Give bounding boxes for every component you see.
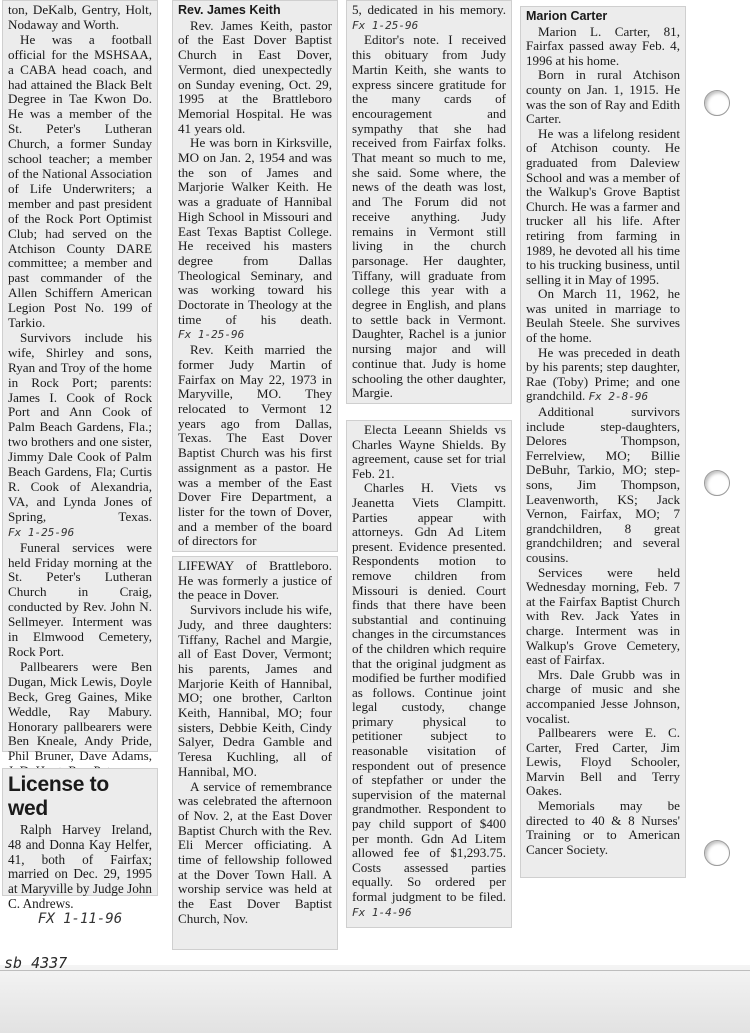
carter-paragraph-10: Memorials may be directed to 40 & 8 Nurses' Training or to American Cancer Society.	[526, 798, 680, 857]
editors-note-clipping	[346, 0, 512, 404]
handwritten-date-note: FX 1-11-96	[37, 910, 123, 927]
keith-paragraph-6: A service of remembrance was celebrated the afternoon of Nov. 2, at the East Dover Baptist Church with the Rev. Eli Mercer officiating. A time of fellowship followed at the Dover Town Hall. A worship service was held at the East Dover Baptist Church, Nov.	[178, 778, 332, 926]
carter-paragraph-5: He was preceded in death by his parents; step daughter, Rae (Toby) Prime; and one grandchild. Fx 2-8-96	[526, 344, 680, 404]
carter-paragraph-3: He was a lifelong resident of Atchison county. He graduated from Daleview School and was a member of the Walkup's Grove Baptist Church. He was a farmer and trucker all his life. After retiring from farming in 1989, he devoted all his time to his trucking business, until selling it in May of 1995.	[526, 125, 680, 287]
license-to-wed-clipping	[2, 768, 158, 927]
binder-hole-bottom	[704, 840, 730, 866]
carter-headline: Marion Carter	[526, 9, 608, 23]
cook-paragraph-1: ton, DeKalb, Gentry, Holt, Nodaway and Worth.	[8, 2, 152, 32]
carter-paragraph-8: Mrs. Dale Grubb was in charge of music and she accompanied Jesse Johnson, vocalist.	[526, 666, 680, 726]
keith-obituary-clipping	[172, 0, 338, 552]
cook-obituary-clipping	[2, 0, 158, 764]
keith-paragraph-4: LIFEWAY of Brattleboro. He was formerly a justice of the peace in Dover.	[178, 558, 332, 603]
scrapbook-page-number-note: sb 4337	[4, 954, 68, 972]
carter-paragraph-1: Marion L. Carter, 81, Fairfax passed away Feb. 4, 1996 at his home.	[526, 23, 680, 68]
cook-paragraph-5: Pallbearers were Ben Dugan, Mick Lewis, Doyle Beck, Greg Gaines, Mike Weddle, Ray Mabury. Honorary pallbearers were Ben Kneale, Andy Pride, Phil Bruner, Dave Adams,	[8, 658, 152, 764]
keith-headline: Rev. James Keith	[178, 3, 281, 17]
binder-hole-middle	[704, 470, 730, 496]
handwritten-date-note: Fx 1-25-96	[178, 328, 245, 342]
license-headline: License to wed	[8, 773, 109, 820]
cook-paragraph-3: Survivors include his wife, Shirley and sons, Ryan and Troy of the home in Rock Port; parents: James I. Cook of Rock Port and Ann Cook of Palm Beach Gardens, Fla.; two brothers and one sister, Jimmy Dale Cook of Palm Beach Gardens, Fla; Curtis R. Cook of Alexandria, VA, and Lynda Jones of Spring, Texas. Fx 1-25-96	[8, 329, 152, 539]
handwritten-date-note: Fx 1-25-96	[352, 18, 419, 32]
keith-paragraph-7: 5, dedicated in his memory. Fx 1-25-96	[352, 2, 506, 32]
editors-note: Editor's note. I received this obituary from Judy Martin Keith, she wants to express sincere gratitude for the many cards of encouragement and sympathy that she had received from Fairfax folks. That meant so much to me, she said. Some where, the news of the death was lost, and The Forum did not receive anything. Judy remains in Vermont still living in the church parsonage. Her daughter, Tiffany, will graduate from college this year with a degree in English, and plans to settle back in Vermont. Daughter, Rachel is a junior nursing major and will continue that. Judy is home schooling the other daughter, Margie.	[352, 32, 506, 401]
page-bottom-shadow	[0, 965, 750, 1033]
court-case-viets: Charles H. Viets vs Jeanetta Viets Clampitt. Parties appear with attorneys. Gdn Ad Litem present. Evidence presented. Respondents motion to remove children from Missouri is denied. Court finds that there have been substantial and continuing changes in the circumstances of the children which require that the original judgment as modified be further modified as follows. Continue joint legal custody, change primary physical to petitioner subject to reasonable visitation of respondent out of presence of stepfather or under the supervision of the maternal grandmother. Respondent to pay child support of $400 per month. Gdn Ad Litem allowed fee of $1,293.75. Costs assessed parties equally. So ordered per formal judgment to be filed. Fx 1-4-96	[352, 480, 506, 919]
handwritten-date-note: Fx 1-25-96	[8, 525, 75, 539]
page-edge-line	[0, 970, 750, 971]
carter-paragraph-7: Services were held Wednesday morning, Feb. 7 at the Fairfax Baptist Church with Rev. Jack Yates in charge. Interment was in Walkup's Grove Cemetery, east of Fairfax.	[526, 564, 680, 668]
cook-paragraph-4: Funeral services were held Friday morning at the St. Peter's Lutheran Church in Craig, conducted by Rev. John N. Sellmeyer. Interment was in Elmwood Cemetery, Rock Port.	[8, 539, 152, 659]
keith-obituary-continued-clipping	[172, 556, 338, 950]
keith-paragraph-2: He was born in Kirksville, MO on Jan. 2, 1954 and was the son of James and Marjorie Walker Keith. He was a graduate of Hannibal High School in Missouri and East Texas Baptist College. He received his masters degree from Dallas Theological Seminary, and was working toward his Doctorate in Theology at the time of his death. Fx 1-25-96	[178, 135, 332, 342]
carter-paragraph-9: Pallbearers were E. C. Carter, Fred Carter, Jim Lewis, Floyd Schooler, Marvin Bell and Terry Oakes.	[526, 725, 680, 799]
keith-paragraph-3: Rev. Keith married the former Judy Martin of Fairfax on May 22, 1973 in Maryville, MO. They relocated to Vermont 12 years ago from Dallas, Texas. The East Dover Baptist Church was his first assignment as a pastor. He was a member of the East Dover Fire Department, a lister for the town of Dover, and a member of the board of directors for	[178, 342, 332, 549]
keith-paragraph-5: Survivors include his wife, Judy, and three daughters: Tiffany, Rachel and Margie, all of East Dover, Vermont; his parents, James and Marjorie Keith of Hannibal, MO; one brother, Carlton Keith, Hannibal, MO; four sisters, Debbie Keith, Cindy Salyer, Dedra Gamble and Teresa Kuchling, all of Hannibal, MO.	[178, 602, 332, 779]
carter-obituary-clipping	[520, 6, 686, 878]
keith-paragraph-1: Rev. James Keith, pastor of the East Dover Baptist Church in East Dover, Vermont, died unexpectedly on Sunday evening, Oct. 29, 1995 at the Brattleboro Memorial Hospital. He was 41 years old.	[178, 17, 332, 136]
carter-paragraph-2: Born in rural Atchison county on Jan. 1, 1915. He was the son of Ray and Edith Carter.	[526, 67, 680, 127]
court-case-shields: Electa Leeann Shields vs Charles Wayne Shields. By agreement, cause set for trial Feb. 21.	[352, 422, 506, 481]
cook-paragraph-2: He was a football official for the MSHSAA, a CABA head coach, and had attained the Black Belt Degree in Tae Kwon Do. He was a member of the St. Peter's Lutheran Church, a former Sunday school teacher; a member of the National Association of Life Underwriters; a member and past president of the Rock Port Optimist Club; had served on the Atchison County DARE committee; a member and past commander of the Allen Schiffern American Legion Post No. 199 of Tarkio.	[8, 31, 152, 331]
court-proceedings-clipping	[346, 420, 512, 928]
carter-paragraph-6: Additional survivors include step-daughters, Delores Thompson, Ferrelview, MO; Billie DeBuhr, Tarkio, MO; step-sons, Jim Thompson, Leavenworth, KS; Jack Vernon, Fairfax, MO; 7 grandchildren, 8 great grandchildren; and several cousins.	[526, 404, 680, 565]
binder-hole-top	[704, 90, 730, 116]
handwritten-date-note: Fx 2-8-96	[588, 390, 649, 404]
carter-paragraph-4: On March 11, 1962, he was united in marriage to Beulah Steele. She survives of the home.	[526, 286, 680, 346]
license-body: Ralph Harvey Ireland, 48 and Donna Kay Helfer, 41, both of Fairfax; married on Dec. 29, 1995 at Maryville by Judge John C. Andrews.	[8, 822, 152, 911]
handwritten-date-note: Fx 1-4-96	[352, 905, 412, 919]
